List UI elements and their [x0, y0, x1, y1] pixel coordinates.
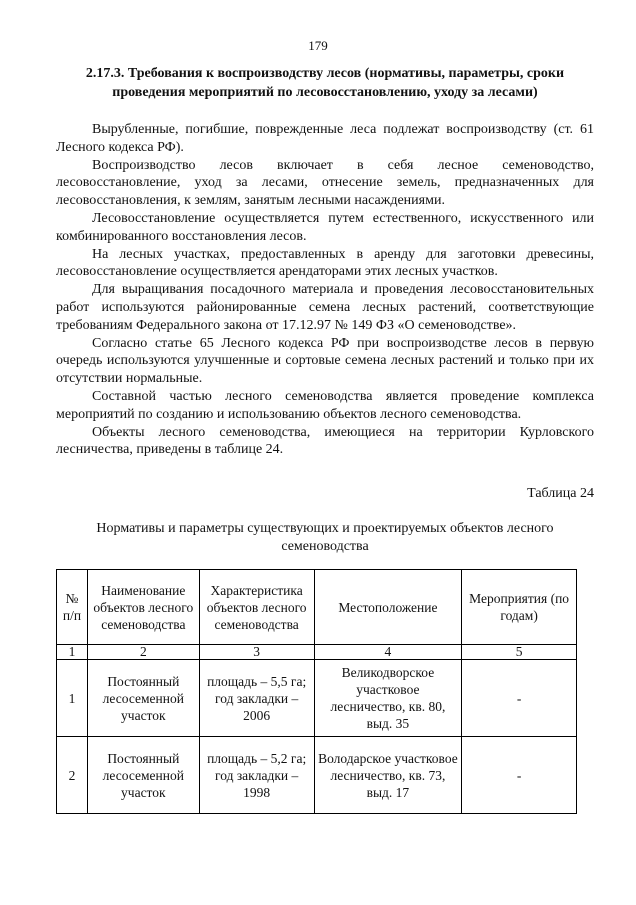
table-label: Таблица 24 — [527, 486, 594, 501]
table-cell: Володарское участковое лесничество, кв. 73, выд. 17 — [314, 737, 462, 814]
table-cell: Постоянный лесосеменной участок — [87, 660, 199, 737]
header-cell: Местоположение — [314, 570, 462, 645]
header-cell: Мероприятия (по годам) — [462, 570, 577, 645]
body-text — [56, 121, 594, 459]
table-cell: площадь – 5,5 га; год закладки – 2006 — [199, 660, 314, 737]
header-cell: Характеристика объектов лесного семеноводства — [199, 570, 314, 645]
paragraph: Вырубленные, погибшие, поврежденные леса подлежат воспроизводству (ст. 61 Лесного кодекса РФ). — [56, 122, 594, 155]
table-cell: Великодворское участковое лесничество, кв. 80, выд. 35 — [314, 660, 462, 737]
column-number-row — [57, 645, 577, 660]
header-cell: Наименование объектов лесного семеноводства — [87, 570, 199, 645]
column-number-cell: 5 — [462, 645, 577, 660]
table-header-row — [57, 570, 577, 645]
paragraph: Согласно статье 65 Лесного кодекса РФ при воспроизводстве лесов в первую очередь используются улучшенные и сортовые семена лесных растений и только при их отсутствии нормальные. — [56, 335, 594, 387]
table-cell: - — [462, 737, 577, 814]
seed-objects-table — [56, 569, 577, 814]
table-cell: - — [462, 660, 577, 737]
column-number-cell: 3 — [199, 645, 314, 660]
table-cell: Постоянный лесосеменной участок — [87, 737, 199, 814]
column-number-cell: 2 — [87, 645, 199, 660]
table-cell: 2 — [57, 737, 88, 814]
column-number-cell: 4 — [314, 645, 462, 660]
paragraph: Объекты лесного семеноводства, имеющиеся на территории Курловского лесничества, приведены в таблице 24. — [56, 424, 594, 458]
table-row — [57, 737, 577, 814]
section-heading: 2.17.3. Требования к воспроизводству лесов (нормативы, параметры, сроки проведения мероприятий по лесовосстановлению, уходу за лесами) — [85, 66, 565, 100]
table-row — [57, 660, 577, 737]
paragraph: На лесных участках, предоставленных в аренду для заготовки древесины, лесовосстановление осуществляется арендаторами этих лесных участков. — [56, 246, 594, 280]
column-number-cell: 1 — [57, 645, 88, 660]
paragraph: Лесовосстановление осуществляется путем естественного, искусственного или комбинированного восстановления лесов. — [56, 210, 594, 244]
table-caption: Нормативы и параметры существующих и проектируемых объектов лесного семеноводства — [96, 521, 554, 554]
page-number: 179 — [308, 38, 328, 53]
paragraph: Для выращивания посадочного материала и проведения лесовосстановительных работ используются районированные семена лесных растений, соответствующие требованиям Федерального закона от 17.12.97 № 149 ФЗ «О семеноводстве». — [56, 282, 594, 333]
paragraph: Составной частью лесного семеноводства является проведение комплекса мероприятий по созданию и использованию объектов лесного семеноводства. — [56, 388, 594, 422]
table-cell: площадь – 5,2 га; год закладки – 1998 — [199, 737, 314, 814]
table-cell: 1 — [57, 660, 88, 737]
paragraph: Воспроизводство лесов включает в себя лесное семеноводство, лесовосстановление, уход за лесами, отнесение земель, предназначенных для лесовосстановления, к землям, занятым лесными насаждениями. — [56, 157, 594, 209]
header-cell: № п/п — [57, 570, 88, 645]
